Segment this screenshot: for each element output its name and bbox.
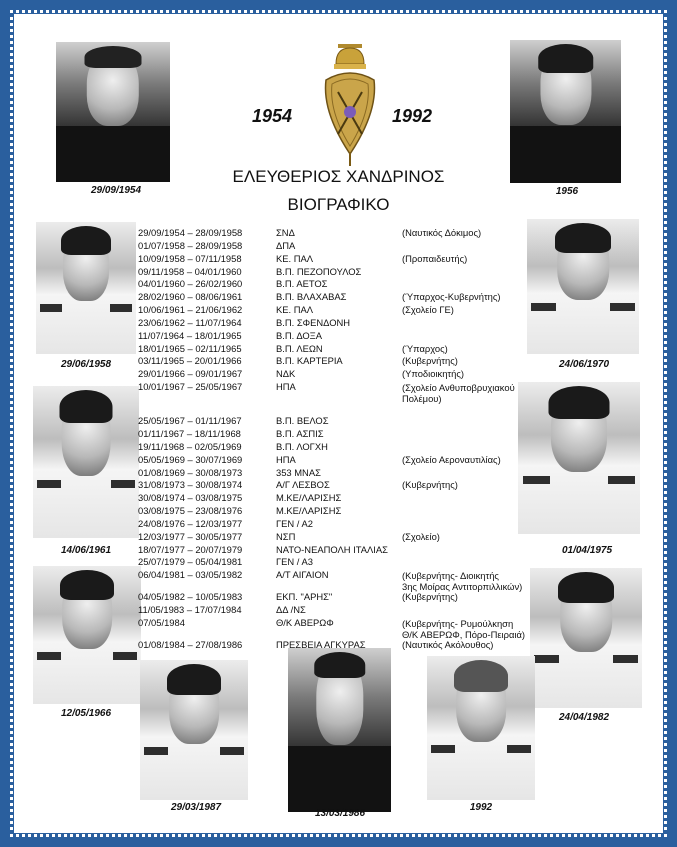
biography-row: 19/11/1968 – 02/05/1969 Β.Π. ΛΟΓΧΗ <box>138 440 328 452</box>
photo-caption: 1992 <box>469 802 493 813</box>
naval-academy-crest-icon <box>316 42 384 168</box>
biography-row: 04/05/1982 – 10/05/1983 ΕΚΠ. "ΑΡΗΣ" (Κυβερνήτης) <box>138 591 458 603</box>
photo-caption: 1956 <box>555 186 579 197</box>
portrait-photo-1987 <box>140 660 248 800</box>
biography-row: 01/08/1969 – 30/08/1973 353 ΜΝΑΣ <box>138 466 321 478</box>
biography-row: 29/01/1966 – 09/01/1967 ΝΔΚ (Υποδιοικητής) <box>138 368 464 380</box>
portrait-photo-1986 <box>288 648 391 812</box>
biography-row: 18/07/1977 – 20/07/1979 ΝΑΤΟ-ΝΕΑΠΟΛΗ ΙΤΑΛΙΑΣ <box>138 543 388 555</box>
biography-list <box>138 227 538 652</box>
portrait-photo-1958 <box>36 222 136 354</box>
portrait-photo-1970 <box>527 219 639 354</box>
portrait-photo-1954 <box>56 42 170 182</box>
photo-caption: 24/04/1982 <box>558 712 610 723</box>
biography-row: 01/07/1958 – 28/09/1958 ΔΠΑ <box>138 239 296 251</box>
year-right: 1992 <box>392 106 433 126</box>
biography-row: 03/11/1965 – 20/01/1966 Β.Π. ΚΑΡΤΕΡΙΑ (Κυβερνήτης) <box>138 355 458 367</box>
biography-row: 03/08/1975 – 23/08/1976 Μ.ΚΕ/ΛΑΡΙΣΗΣ <box>138 505 342 517</box>
photo-caption: 29/06/1958 <box>60 359 112 370</box>
biography-row: 25/07/1979 – 05/04/1981 ΓΕΝ / Α3 <box>138 556 313 568</box>
photo-caption: 14/06/1961 <box>60 545 112 556</box>
biography-row: 01/11/1967 – 18/11/1968 Β.Π. ΑΣΠΙΣ <box>138 427 324 439</box>
biography-row: 01/08/1984 – 27/08/1986 ΠΡΕΣΒΕΙΑ ΑΓΚΥΡΑΣ (Ναυτικός Ακόλουθος) <box>138 638 494 650</box>
biography-row: 11/05/1983 – 17/07/1984 ΔΔ /ΝΣ <box>138 604 306 616</box>
year-left: 1954 <box>252 106 293 126</box>
person-name: ΕΛΕΥΘΕΡΙΟΣ ΧΑΝΔΡΙΝΟΣ <box>232 167 445 186</box>
biography-row: 24/08/1976 – 12/03/1977 ΓΕΝ / Α2 <box>138 517 313 529</box>
biography-row: 12/03/1977 – 30/05/1977 ΝΣΠ (Σχολείο) <box>138 530 440 542</box>
biography-row: 04/01/1960 – 26/02/1960 Β.Π. ΑΕΤΟΣ <box>138 278 328 290</box>
portrait-photo-1982 <box>530 568 642 708</box>
biography-row: 10/09/1958 – 07/11/1958 ΚΕ. ΠΑΛ (Προπαιδευτής) <box>138 252 468 264</box>
biography-row: 31/08/1973 – 30/08/1974 Α/Γ ΛΕΣΒΟΣ (Κυβερνήτης) <box>138 479 458 491</box>
biography-row: 07/05/1984 Θ/Κ ΑΒΕΡΩΦ (Κυβερνήτης- Ρυμούλκηση Θ/Κ ΑΒΕΡΩΦ, Πόρο-Πειραιά) <box>138 616 526 640</box>
portrait-photo-1992 <box>427 656 535 800</box>
photo-caption: 12/05/1966 <box>60 708 112 719</box>
biography-row: 28/02/1960 – 08/06/1961 Β.Π. ΒΛΑΧΑΒΑΣ (Ύπαρχος-Κυβερνήτης) <box>138 291 501 303</box>
photo-caption: 24/06/1970 <box>558 359 610 370</box>
photo-caption: 29/09/1954 <box>90 185 142 196</box>
biography-row: 23/06/1962 – 11/07/1964 Β.Π. ΣΦΕΝΔΟΝΗ <box>138 316 351 328</box>
biography-row: 10/01/1967 – 25/05/1967 ΗΠΑ (Σχολείο Ανθυποβρυχιακού Πολέμου) <box>138 381 515 405</box>
portrait-photo-1961 <box>33 386 139 538</box>
portrait-photo-1966 <box>33 566 141 704</box>
biography-row: 11/07/1964 – 18/01/1965 Β.Π. ΔΟΞΑ <box>138 329 323 341</box>
biography-row: 29/09/1954 – 28/09/1958 ΣΝΔ (Ναυτικός Δόκιμος) <box>138 227 482 238</box>
photo-caption: 01/04/1975 <box>561 545 613 556</box>
biography-row: 10/06/1961 – 21/06/1962 ΚΕ. ΠΑΛ (Σχολείο ΓΕ) <box>138 304 454 316</box>
biography-row: 05/05/1969 – 30/07/1969 ΗΠΑ (Σχολείο Αεροναυτιλίας) <box>138 453 501 465</box>
page-subtitle: ΒΙΟΓΡΑΦΙΚΟ <box>287 195 390 214</box>
biography-row: 09/11/1958 – 04/01/1960 Β.Π. ΠΕΖΟΠΟΥΛΟΣ <box>138 265 362 277</box>
biography-row: 30/08/1974 – 03/08/1975 Μ.ΚΕ/ΛΑΡΙΣΗΣ <box>138 492 342 504</box>
biography-row: 25/05/1967 – 01/11/1967 Β.Π. ΒΕΛΟΣ <box>138 415 329 427</box>
biography-row: 18/01/1965 – 02/11/1965 Β.Π. ΛΕΩΝ (Ύπαρχος) <box>138 342 448 354</box>
biography-row: 06/04/1981 – 03/05/1982 Α/Τ ΑΙΓΑΙΟΝ (Κυβερνήτης- Διοικητής 3ης Μοίρας Αντιτορπιλλικών) <box>138 569 523 593</box>
photo-caption: 13/03/1986 <box>314 808 366 819</box>
photo-caption: 29/03/1987 <box>170 802 222 813</box>
portrait-photo-1956 <box>510 40 621 183</box>
